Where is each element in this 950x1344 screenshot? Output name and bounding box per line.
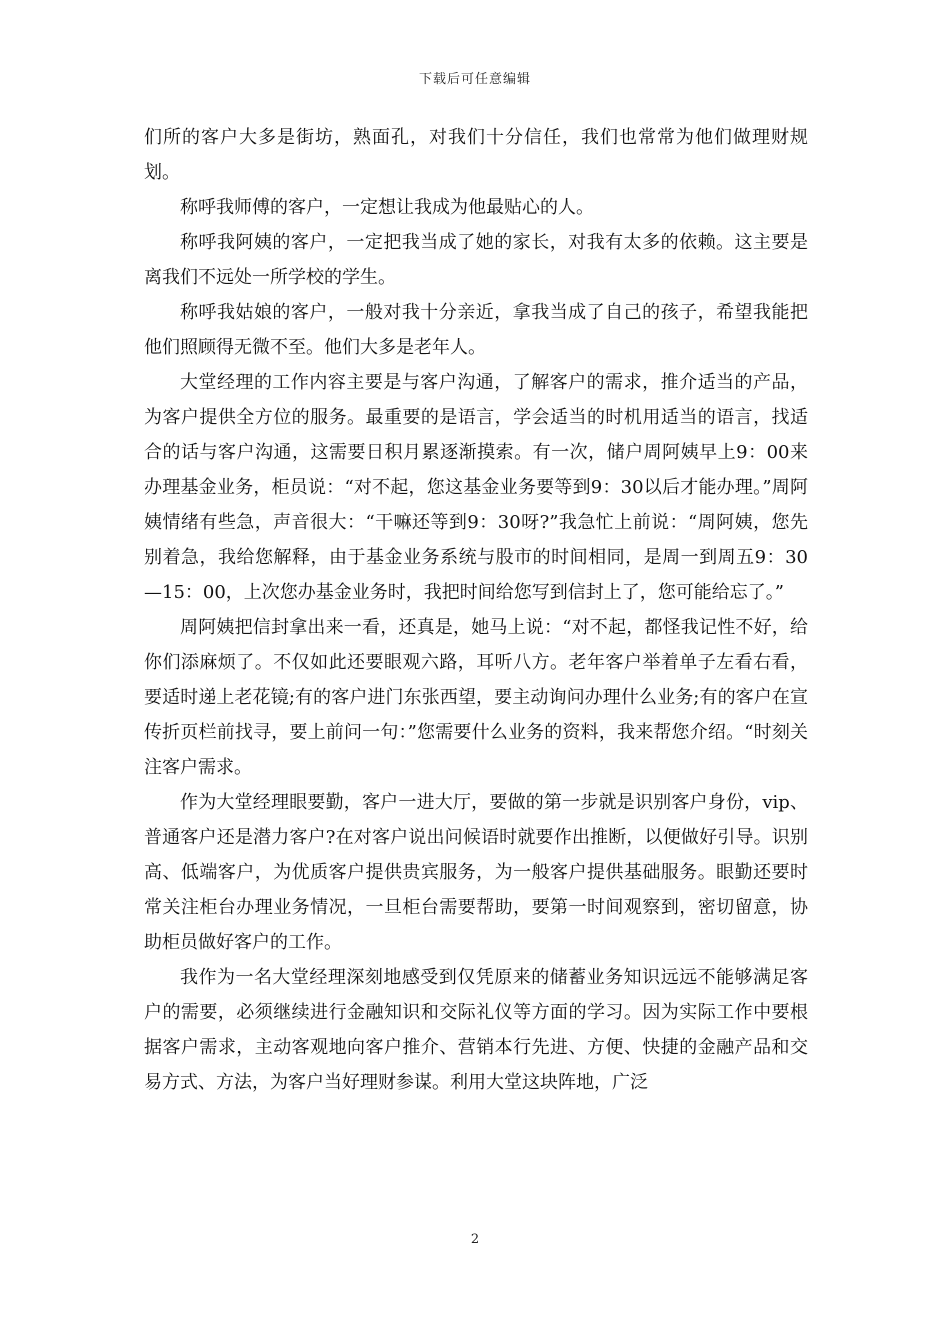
paragraph-lobby-manager-duties: 大堂经理的工作内容主要是与客户沟通，了解客户的需求，推介适当的产品，为客户提供全方位的服务。最重要的是语言，学会适当的时机用适当的语言，找适合的话与客户沟通，这需要日积月累逐渐摸索。有一次，储户周阿姨早上9：00来办理基金业务，柜员说：“对不起，您这基金业务要等到9：30以后才能办理。”周阿姨情绪有些急，声音很大：“干嘛还等到9：30呀?”我急忙上前说：“周阿姨，您先别着急，我给您解释，由于基金业务系统与股市的时间相同，是周一到周五9：30—15：00，上次您办基金业务时，我把时间给您写到信封上了，您可能给忘了。”	[144, 372, 808, 603]
paragraph-continuation: 们所的客户大多是街坊，熟面孔，对我们十分信任，我们也常常为他们做理财规划。	[144, 127, 808, 183]
page-header-note: 下载后可任意编辑	[418, 72, 531, 87]
paragraph-master-title: 称呼我师傅的客户，一定想让我成为他最贴心的人。	[180, 197, 594, 218]
document-body	[144, 120, 808, 1100]
paragraph-continued-learning: 我作为一名大堂经理深刻地感受到仅凭原来的储蓄业务知识远远不能够满足客户的需要，必须继续进行金融知识和交际礼仪等方面的学习。因为实际工作中要根据客户需求，主动客观地向客户推介、营销本行先进、方便、快捷的金融产品和交易方式、方法，为客户当好理财参谋。利用大堂这块阵地，广泛	[144, 967, 808, 1093]
paragraph-girl-title: 称呼我姑娘的客户，一般对我十分亲近，拿我当成了自己的孩子，希望我能把他们照顾得无微不至。他们大多是老年人。	[144, 302, 808, 358]
paragraph-auntie-title: 称呼我阿姨的客户，一定把我当成了她的家长，对我有太多的依赖。这主要是离我们不远处一所学校的学生。	[144, 232, 808, 288]
paragraph-auntie-zhou: 周阿姨把信封拿出来一看，还真是，她马上说：“对不起，都怪我记性不好，给你们添麻烦了。不仅如此还要眼观六路，耳听八方。老年客户举着单子左看右看，要适时递上老花镜;有的客户进门东张西望，要主动询问办理什么业务;有的客户在宣传折页栏前找寻，要上前问一句：”您需要什么业务的资料，我来帮您介绍。“时刻关注客户需求。	[144, 617, 808, 778]
paragraph-observe-customers: 作为大堂经理眼要勤，客户一进大厅，要做的第一步就是识别客户身份，vip、普通客户还是潜力客户?在对客户说出问候语时就要作出推断，以便做好引导。识别高、低端客户，为优质客户提供贵宾服务，为一般客户提供基础服务。眼勤还要时常关注柜台办理业务情况，一旦柜台需要帮助，要第一时间观察到，密切留意，协助柜员做好客户的工作。	[144, 792, 808, 953]
page-number: 2	[470, 1232, 480, 1247]
